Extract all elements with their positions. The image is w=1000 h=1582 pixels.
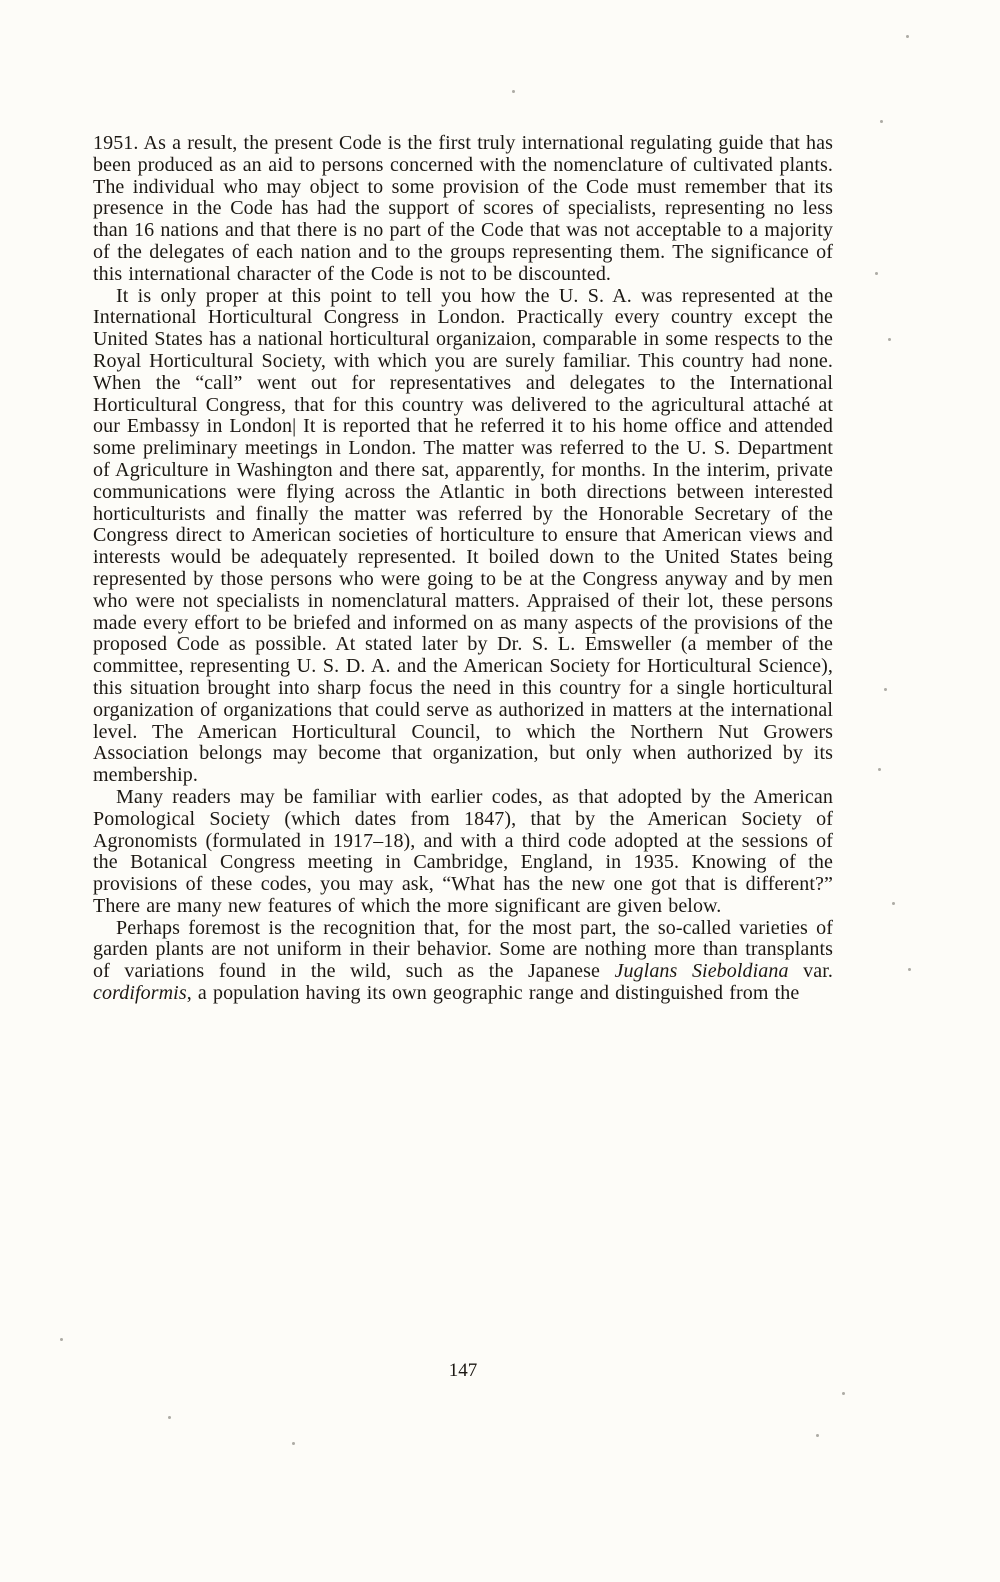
scan-speck [884,688,887,691]
scan-speck [292,1442,295,1445]
scan-speck [892,902,895,905]
page-number: 147 [448,1360,478,1381]
scan-speck [512,90,515,93]
scan-speck [888,338,891,341]
scan-speck [875,272,878,275]
scan-speck [908,968,911,971]
scan-speck [880,120,883,123]
body-text: It is only proper at this point to tell you how the U. S. A. was represented at the International Horticultural Congress in London. Practically every country except the United States has a national horticultural organizaion, comparable in some respects to the Royal Horticultural Society, with which you are surely familiar. This country had none. When the “call” went out for representatives and delegates to the International Horticultural Congress, that for this country was delivered to the agricultural attaché at our Embassy in London| It is reported that he referred it to his home office and attended some preliminary meetings in London. The matter was referred to the U. S. Department of Agriculture in Washington and there sat, apparently, for months. In the interim, private communications were flying across the Atlantic in both directions between interested horticulturists and finally the matter was referred by the Honorable Secretary of the Congress direct to American societies of horticulture to ensure that American views and interests would be adequately represented. It boiled down to the United States being represented by those persons who were going to be at the Congress anyway and by men who were not specialists in nomenclatural matters. Appraised of their lot, these persons made every effort to be briefed and informed on as many aspects of the provisions of the proposed Code as possible. At stated later by Dr. S. L. Emsweller (a member of the committee, representing U. S. D. A. and the American Society for Horticultural Science), this situation brought into sharp focus the need in this country for a single horticultural organization of organizations that could serve as authorized in matters at the international level. The American Horticultural Council, to which the Northern Nut Growers Association belongs may become that organization, but only when authorized by its membership. [93,284,833,787]
italic-text: Juglans Sieboldiana [614,960,789,983]
body-text: var. [788,960,833,983]
italic-text: cordiformis [93,982,187,1005]
paragraph [93,787,833,918]
body-text: 1951. As a result, the present Code is the first truly international regulating guide that has been produced as an aid to persons concerned with the nomenclature of cultivated plants. The individual who may object to some provision of the Code must remember that its presence in the Code has had the support of scores of specialists, representing no less than 16 nations and that there is no part of the Code that was not acceptable to a majority of the delegates of each nation and to the groups representing them. The significance of this international character of the Code is not to be discounted. [93,132,833,285]
scan-speck [906,35,909,38]
paragraph [93,286,833,787]
scan-speck [60,1338,63,1341]
scan-speck [842,1392,845,1395]
paragraph [93,133,833,286]
scan-speck [878,768,881,771]
body-text: , a population having its own geographic range and distinguished from the [186,982,800,1005]
scan-speck [168,1416,171,1419]
scan-speck [816,1434,819,1437]
page-body [93,133,833,1005]
body-text: Perhaps foremost is the recognition that, for the most part, the so-called varieties of garden plants are not uniform in their behavior. Some are nothing more than transplants of variations found in the wild, such as the Japanese [93,916,833,983]
body-text: Many readers may be familiar with earlier codes, as that adopted by the American Pomological Society (which dates from 1847), that by the American Society of Agronomists (formulated in 1917–18), and with a third code adopted at the sessions of the Botanical Congress meeting in Cambridge, England, in 1935. Knowing of the provisions of these codes, you may ask, “What has the new one got that is different?” There are many new features of which the more significant are given below. [93,785,833,917]
paragraph [93,918,833,1005]
